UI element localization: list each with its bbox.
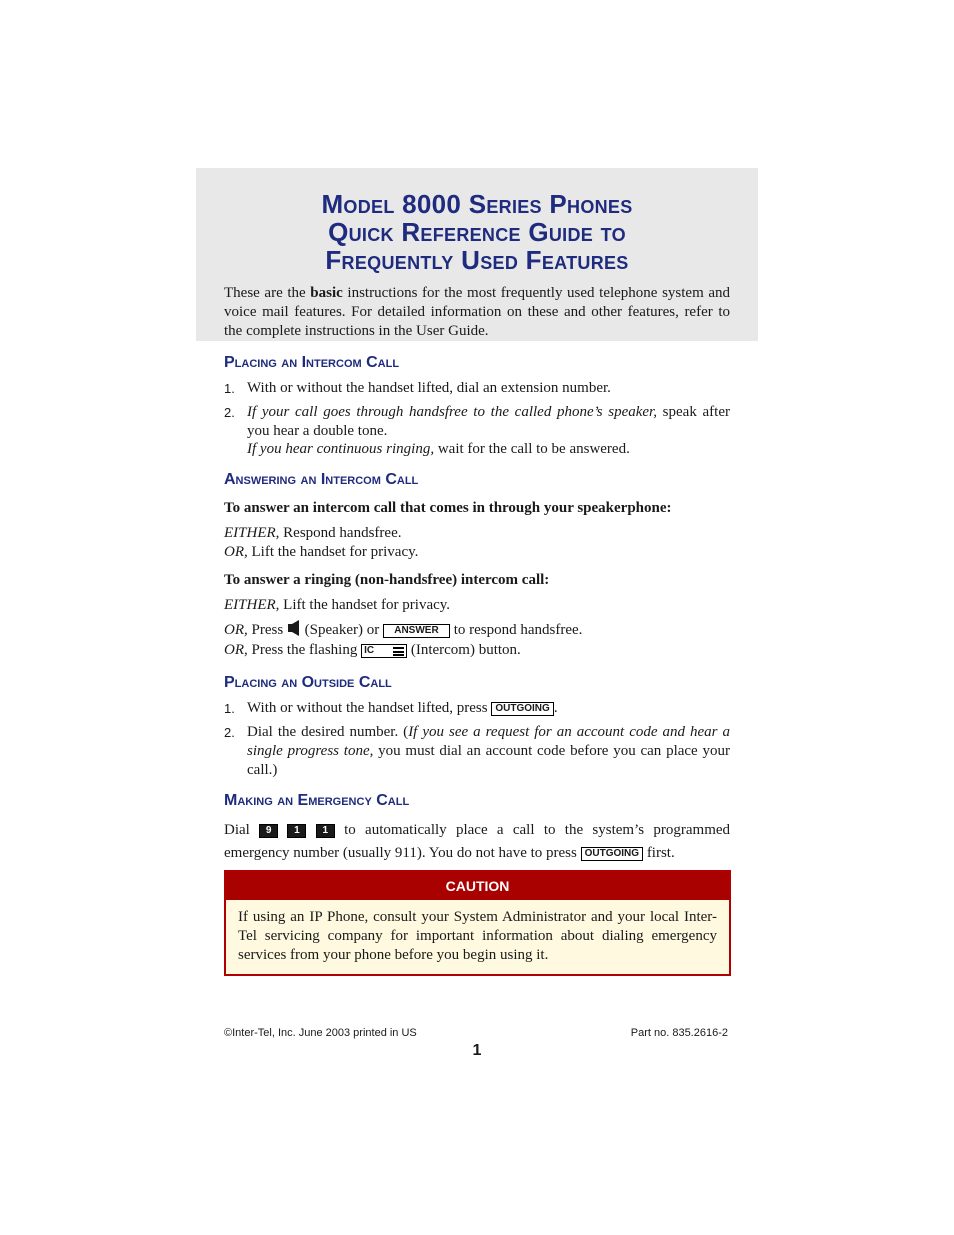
- answer-or-1: [224, 543, 730, 562]
- answer-either-2: [224, 596, 730, 615]
- answer-or-3: [224, 641, 730, 660]
- emergency-mid: to automatically place a call to the system’s programmed emergency number (usually 911). You do not have to press: [224, 822, 731, 861]
- intercom-key: [361, 644, 407, 658]
- emergency-end: first.: [643, 845, 675, 861]
- key-9: 9: [259, 824, 278, 838]
- speaker-icon: [287, 619, 301, 637]
- step-number: 2.: [224, 725, 235, 740]
- or-3-press: Press the flashing: [247, 642, 362, 658]
- or-label: OR,: [224, 622, 248, 638]
- page-number: 1: [472, 1042, 482, 1059]
- heading-placing-intercom: Placing an Intercom Call: [224, 354, 400, 371]
- either-1-text: Respond handsfree.: [279, 525, 402, 541]
- or-label: OR,: [224, 642, 248, 658]
- outside-step-2-pre: Dial the desired number. (: [247, 724, 409, 740]
- or-2-mid: (Speaker) or: [300, 622, 383, 638]
- key-1: 1: [287, 824, 306, 838]
- answer-key: ANSWER: [383, 624, 450, 638]
- answer-ringing-subheading: To answer a ringing (non-handsfree) intercom call:: [224, 572, 550, 588]
- outside-step-2-rest: you must dial an account code before you can place your call.): [247, 743, 730, 778]
- title-line-1: Model 8000 Series Phones: [321, 189, 633, 219]
- step-number: 1.: [224, 701, 235, 716]
- step-number: 1.: [224, 381, 235, 396]
- intercom-key-label: IC: [364, 645, 375, 656]
- title-line-3: Frequently Used Features: [325, 245, 629, 275]
- intro-text-post: instructions for the most frequently used telephone system and voice mail features. For detailed information on these and other features, refer to the complete instructions in the User Guide.: [224, 285, 731, 339]
- answer-speakerphone-subheading: To answer an intercom call that comes in through your speakerphone:: [224, 500, 672, 516]
- outside-step-2-condition: If you see a request for an account code and hear a single progress tone,: [247, 724, 730, 759]
- answer-either-1: [224, 524, 730, 543]
- outside-step-2: [247, 723, 730, 780]
- intercom-step-2b-condition: If you hear continuous ringing,: [247, 441, 435, 457]
- emergency-pre: Dial: [224, 822, 260, 838]
- either-label: EITHER,: [224, 525, 280, 541]
- caution-label: CAUTION: [226, 872, 729, 900]
- intercom-step-2b: [247, 440, 730, 459]
- or-2-press: Press: [247, 622, 287, 638]
- intercom-step-2b-action: wait for the call to be answered.: [434, 441, 630, 457]
- intro-bold: basic: [310, 285, 343, 301]
- intercom-step-2: [247, 403, 730, 441]
- or-1-text: Lift the handset for privacy.: [247, 544, 419, 560]
- outgoing-key: OUTGOING: [491, 702, 553, 716]
- page-title: [196, 190, 758, 274]
- step-number: 2.: [224, 405, 235, 420]
- flashing-lamp-icon: [393, 647, 404, 656]
- or-label: OR,: [224, 544, 248, 560]
- outside-step-1: [247, 699, 730, 718]
- or-3-end: (Intercom) button.: [407, 642, 521, 658]
- intro-paragraph: [224, 284, 730, 341]
- either-label: EITHER,: [224, 597, 280, 613]
- outside-step-1-end: .: [553, 700, 558, 716]
- answer-or-2: [224, 619, 730, 640]
- intercom-step-2-condition: If your call goes through handsfree to the called phone’s speaker,: [247, 404, 657, 420]
- intro-text-pre: These are the: [224, 285, 311, 301]
- title-line-2: Quick Reference Guide to: [328, 217, 626, 247]
- or-2-end: to respond handsfree.: [449, 622, 583, 638]
- intercom-step-2-action: speak after you hear a double tone.: [247, 404, 730, 439]
- caution-text: If using an IP Phone, consult your System Administrator and your local Inter-Tel servicing company for important information about dialing emergency services from your phone before you begin using it.: [238, 909, 717, 963]
- either-2-text: Lift the handset for privacy.: [279, 597, 451, 613]
- intercom-step-1: With or without the handset lifted, dial an extension number.: [247, 380, 611, 396]
- outgoing-key: OUTGOING: [581, 847, 643, 861]
- part-number: Part no. 835.2616-2: [630, 1027, 728, 1039]
- emergency-paragraph: [224, 819, 730, 865]
- outside-step-1-text: With or without the handset lifted, press: [247, 700, 492, 716]
- copyright: ©Inter-Tel, Inc. June 2003 printed in US: [224, 1027, 417, 1039]
- heading-emergency: Making an Emergency Call: [224, 792, 410, 809]
- heading-answering-intercom: Answering an Intercom Call: [224, 471, 419, 488]
- heading-placing-outside: Placing an Outside Call: [224, 674, 392, 691]
- caution-box: [224, 870, 731, 976]
- key-1: 1: [316, 824, 335, 838]
